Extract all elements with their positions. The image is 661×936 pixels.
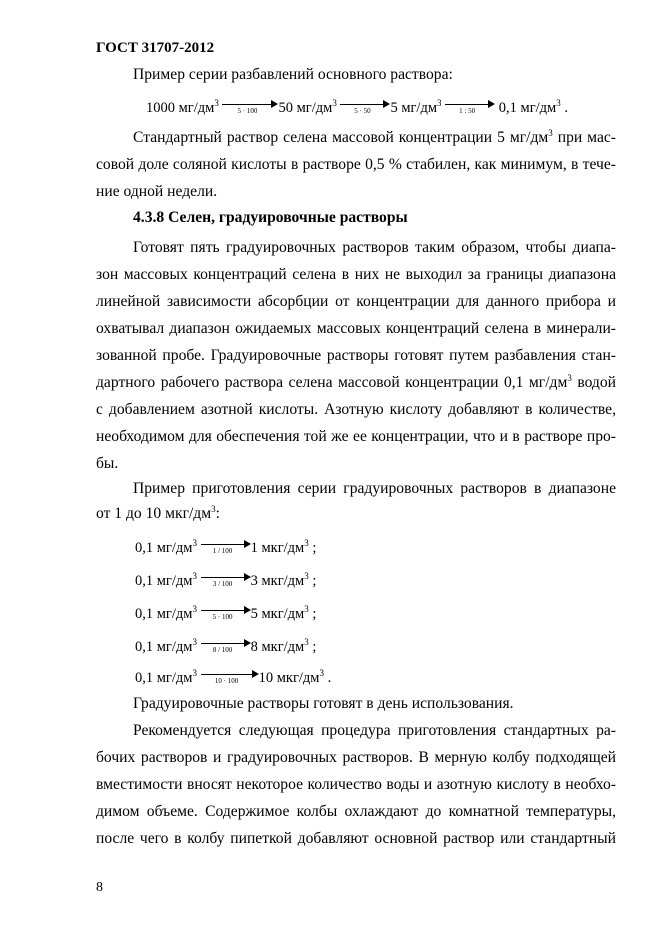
eq-sup: 3	[192, 668, 197, 679]
p3-l6-sup: 3	[567, 372, 572, 383]
p2-l1-sup: 3	[548, 127, 553, 138]
eq-to: 5 мкг/дм	[250, 606, 305, 622]
eq-sup: 3	[304, 538, 309, 549]
p3-line-3: линейной зависимости абсорбции от концентрации для данного прибора и	[96, 293, 616, 310]
p4-l2b: :	[215, 505, 220, 522]
p2-l1b: при мас-	[552, 129, 616, 146]
p6-line-1: Рекомендуется следующая процедура приготовления стандартных ра-	[133, 722, 616, 739]
p4-l2-sup: 3	[211, 503, 216, 514]
arrow-icon	[340, 94, 390, 115]
eq-sup: 3	[304, 604, 309, 615]
eq-sup: 3	[192, 637, 197, 648]
eq1-term-c: 5 мг/дм	[390, 100, 438, 116]
page-number: 8	[96, 880, 103, 895]
p6-line-4: димом объеме. Содержимое колбы охлаждают до комнатной температуры,	[96, 803, 616, 820]
eq1-term-a: 1000 мг/дм	[146, 100, 215, 116]
p4-line-2	[96, 505, 220, 523]
calibration-equation	[135, 664, 331, 687]
eq1-sup-c: 3	[437, 98, 442, 109]
eq-sup: 3	[319, 668, 324, 679]
arrow-icon	[201, 600, 251, 621]
eq-from: 0,1 мг/дм	[135, 540, 193, 556]
eq1-sup-d: 3	[556, 98, 561, 109]
eq1-arrow1-label: 5 · 100	[237, 107, 258, 115]
document-header: ГОСТ 31707-2012	[96, 40, 215, 56]
arrow-label: 8 / 100	[212, 646, 233, 654]
p3-line-1: Готовят пять градуировочных растворов таким образом, чтобы диапа-	[133, 239, 616, 256]
eq1-arrow3-label: 1 : 50	[459, 107, 476, 115]
p2-line-3: ние одной недели.	[96, 183, 218, 200]
p3-line-5: зованной пробе. Градуировочные растворы готовят путем разбавления стан-	[96, 347, 616, 364]
p3-line-9: бы.	[96, 455, 119, 472]
p2-line-2: совой доле соляной кислоты в растворе 0,5 % стабилен, как минимум, в тече-	[96, 156, 616, 173]
p6-line-2: бочих растворов и градуировочных растворов. В мерную колбу подходящей	[96, 749, 616, 766]
eq-end: ;	[312, 540, 317, 556]
eq-sup: 3	[192, 538, 197, 549]
arrow-icon	[201, 664, 259, 685]
p3-l6b: водой	[571, 374, 617, 391]
arrow-icon	[222, 94, 278, 115]
dilution-example-intro: Пример серии разбавлений основного раствора:	[133, 66, 453, 83]
p3-l6a: дартного рабочего раствора селена массовой концентрации 0,1 мг/дм	[96, 374, 568, 391]
arrow-icon	[445, 94, 495, 115]
eq-to: 8 мкг/дм	[250, 639, 305, 655]
arrow-label: 5 · 100	[212, 613, 233, 621]
eq1-end: .	[564, 100, 568, 116]
p5-line: Градуировочные растворы готовят в день использования.	[133, 695, 514, 712]
eq-sup: 3	[192, 604, 197, 615]
calibration-equation	[135, 567, 316, 590]
eq-end: .	[327, 670, 332, 686]
eq-sup: 3	[304, 571, 309, 582]
eq1-term-b: 50 мг/дм	[278, 100, 333, 116]
arrow-label: 1 / 100	[212, 547, 233, 555]
p2-line-1	[133, 129, 616, 147]
p4-line-1: Пример приготовления серии градуировочных растворов в диапазоне	[133, 480, 616, 497]
calibration-equation	[135, 600, 316, 623]
eq-to: 3 мкг/дм	[250, 573, 305, 589]
eq-end: ;	[312, 573, 317, 589]
p4-l2a: от 1 до 10 мкг/дм	[96, 505, 212, 522]
p3-line-2: зон массовых концентраций селена в них не выходил за границы диапазона	[96, 266, 616, 283]
arrow-icon	[201, 534, 251, 555]
eq-end: ;	[312, 639, 317, 655]
arrow-label: 10 · 100	[214, 677, 239, 685]
p3-line-8: необходимом для обеспечения той же ее концентрации, что и в растворе про-	[96, 428, 616, 445]
eq-from: 0,1 мг/дм	[135, 670, 193, 686]
eq-from: 0,1 мг/дм	[135, 606, 193, 622]
arrow-label: 3 / 100	[212, 580, 233, 588]
p2-l1a: Стандартный раствор селена массовой концентрации 5 мг/дм	[133, 129, 549, 146]
arrow-icon	[201, 567, 251, 588]
eq1-sup-b: 3	[332, 98, 337, 109]
eq-sup: 3	[304, 637, 309, 648]
eq1-arrow2-label: 5 · 50	[354, 107, 371, 115]
eq1-sup-a: 3	[214, 98, 219, 109]
p6-line-3: вместимости вносят некоторое количество воды и азотную кислоту в необхо-	[96, 776, 616, 793]
eq-from: 0,1 мг/дм	[135, 573, 193, 589]
arrow-icon	[201, 633, 251, 654]
eq1-term-d: 0,1 мг/дм	[498, 100, 557, 116]
eq-from: 0,1 мг/дм	[135, 639, 193, 655]
calibration-equation	[135, 633, 316, 656]
section-heading: 4.3.8 Селен, градуировочные растворы	[133, 209, 408, 226]
p3-line-7: с добавлением азотной кислоты. Азотную кислоту добавляют в количестве,	[96, 401, 616, 418]
eq-to: 10 мкг/дм	[258, 670, 320, 686]
eq-to: 1 мкг/дм	[250, 540, 305, 556]
calibration-equation	[135, 534, 316, 557]
eq-sup: 3	[192, 571, 197, 582]
p3-line-6	[96, 374, 616, 392]
eq-end: ;	[312, 606, 317, 622]
p3-line-4: охватывал диапазон ожидаемых массовых концентраций селена в минерали-	[96, 320, 616, 337]
p6-line-5: после чего в колбу пипеткой добавляют основной раствор или стандартный	[96, 830, 616, 847]
dilution-series-equation	[146, 94, 568, 117]
